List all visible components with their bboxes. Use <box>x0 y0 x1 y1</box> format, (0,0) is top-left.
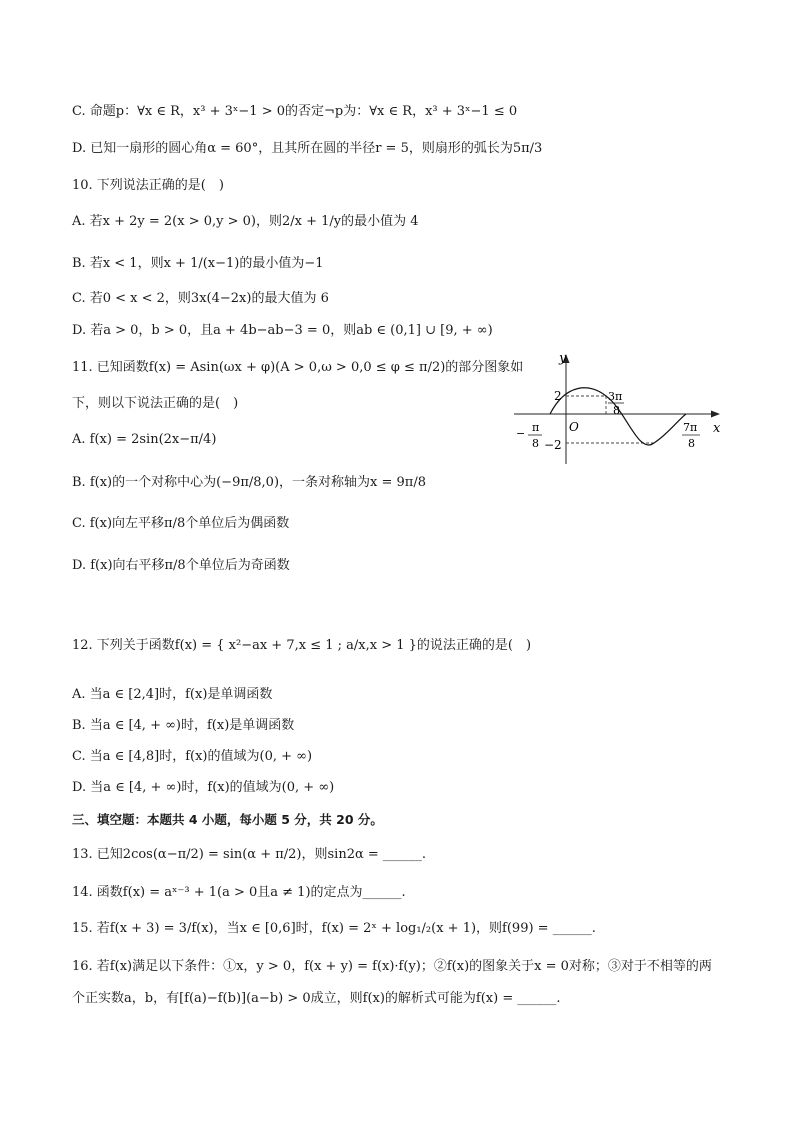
q11-stem-line2: 下，则以下说法正确的是( ) <box>72 396 239 411</box>
section-heading-fill-in: 三、填空题：本题共 4 小题，每小题 5 分，共 20 分。 <box>72 812 383 827</box>
min-value-label: −2 <box>544 438 562 452</box>
q14: 14. 函数f(x) = aˣ⁻³ + 1(a > 0且a ≠ 1)的定点为______. <box>72 885 406 900</box>
q16-line1: 16. 若f(x)满足以下条件：①x，y > 0，f(x + y) = f(x)·f(y)；②f(x)的图象关于x = 0对称；③对于不相等的两 <box>72 959 712 974</box>
q10-option-d: D. 若a > 0，b > 0，且a + 4b−ab−3 = 0，则ab ∈ (0,1] ∪ [9, + ∞) <box>72 323 493 338</box>
q12-option-c: C. 当a ∈ [4,8]时，f(x)的值域为(0, + ∞) <box>72 749 313 764</box>
q15: 15. 若f(x + 3) = 3/f(x)，当x ∈ [0,6]时，f(x) = 2ˣ + log₁/₂(x + 1)，则f(99) = ______. <box>72 921 596 936</box>
q9-option-c: C. 命题p：∀x ∈ R，x³ + 3ˣ−1 > 0的否定¬p为：∀x ∈ R，x³ + 3ˣ−1 ≤ 0 <box>72 104 518 119</box>
x-axis-arrow-icon <box>711 411 720 418</box>
origin-label: O <box>569 420 579 434</box>
sine-graph <box>508 348 736 470</box>
left-zero-sign: − <box>516 427 526 440</box>
x-axis-label: x <box>713 421 721 436</box>
sine-graph-figure <box>508 348 736 470</box>
q11-option-d: D. f(x)向右平移π/8个单位后为奇函数 <box>72 558 290 573</box>
q9-option-d: D. 已知一扇形的圆心角α = 60°，且其所在圆的半径r = 5，则扇形的弧长为5π/3 <box>72 141 543 156</box>
peak-x-numerator: 3π <box>608 390 623 403</box>
q10-option-a: A. 若x + 2y = 2(x > 0,y > 0)，则2/x + 1/y的最小值为 4 <box>72 214 419 229</box>
q12-option-b: B. 当a ∈ [4, + ∞)时，f(x)是单调函数 <box>72 718 295 733</box>
q12-option-a: A. 当a ∈ [2,4]时，f(x)是单调函数 <box>72 687 273 702</box>
q12-option-d: D. 当a ∈ [4, + ∞)时，f(x)的值域为(0, + ∞) <box>72 780 335 795</box>
q13: 13. 已知2cos(α−π/2) = sin(α + π/2)，则sin2α = ______. <box>72 847 427 862</box>
max-value-label: 2 <box>554 389 562 403</box>
right-zero-denominator: 8 <box>688 437 695 450</box>
right-zero-numerator: 7π <box>683 421 698 434</box>
q10-option-c: C. 若0 < x < 2，则3x(4−2x)的最大值为 6 <box>72 291 329 306</box>
y-axis-label: y <box>559 351 567 366</box>
left-zero-numerator: π <box>532 421 540 434</box>
q11-option-a: A. f(x) = 2sin(2x−π/4) <box>72 432 217 447</box>
q11-option-b: B. f(x)的一个对称中心为(−9π/8,0)，一条对称轴为x = 9π/8 <box>72 475 426 490</box>
q11-option-c: C. f(x)向左平移π/8个单位后为偶函数 <box>72 516 290 531</box>
peak-x-denominator: 8 <box>613 404 620 417</box>
q12-stem: 12. 下列关于函数f(x) = { x²−ax + 7,x ≤ 1 ; a/x,x > 1 }的说法正确的是( ) <box>72 638 532 653</box>
q10-stem: 10. 下列说法正确的是( ) <box>72 178 224 193</box>
q11-stem-line1: 11. 已知函数f(x) = Asin(ωx + φ)(A > 0,ω > 0,0 ≤ φ ≤ π/2)的部分图象如 <box>72 360 524 375</box>
q16-line2: 个正实数a，b，有[f(a)−f(b)](a−b) > 0成立，则f(x)的解析式可能为f(x) = ______. <box>72 991 561 1006</box>
q10-option-b: B. 若x < 1，则x + 1/(x−1)的最小值为−1 <box>72 256 324 271</box>
left-zero-denominator: 8 <box>532 437 539 450</box>
